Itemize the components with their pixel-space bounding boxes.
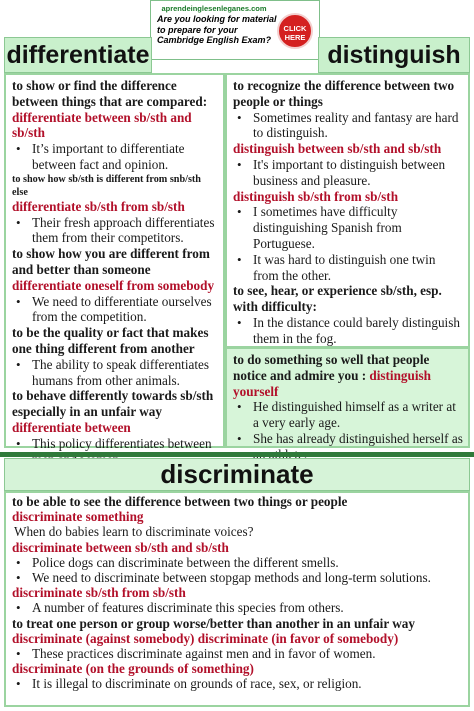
- definition: to show how you are different from and better than someone: [12, 246, 210, 277]
- pattern: differentiate between: [12, 419, 131, 435]
- promo-text: Are you looking for material to prepare for your Cambridge English Exam?: [157, 14, 277, 45]
- promo-banner[interactable]: [150, 0, 320, 60]
- pattern: discriminate something: [12, 509, 144, 525]
- distinguish-panel: [225, 73, 470, 348]
- definition: to show how sb/sth is different from snb/sth else: [12, 173, 201, 198]
- example: • We need to differentiate ourselves from the competition.: [12, 294, 218, 326]
- pattern: discriminate (on the grounds of something): [12, 661, 254, 677]
- pattern: discriminate between sb/sth and sb/sth: [12, 539, 229, 555]
- pattern: differentiate between sb/sth and sb/sth: [12, 109, 192, 141]
- example: • It is illegal to discriminate on grounds of race, sex, or religion.: [12, 676, 463, 691]
- example: • In the distance could barely distinguish them in the fog.: [233, 315, 463, 347]
- section-divider: [0, 452, 474, 457]
- definition: to be able to see the difference between two things or people: [12, 494, 348, 509]
- pattern: distinguish yourself: [233, 367, 431, 399]
- click-here-button[interactable]: CLICK HERE: [277, 13, 313, 49]
- pattern: differentiate sb/sth from sb/sth: [12, 198, 185, 214]
- header-differentiate: differentiate: [4, 37, 152, 73]
- example: • Police dogs can discriminate between the different smells.: [12, 555, 463, 570]
- definition: to be the quality or fact that makes one thing different from another: [12, 325, 209, 356]
- definition: to show or find the difference between things that are compared:: [12, 78, 208, 109]
- example: • These practices discriminate against men and in favor of women.: [12, 646, 463, 661]
- definition: to treat one person or group worse/better than another in an unfair way: [12, 615, 415, 631]
- example: • It was hard to distinguish one twin from the other.: [233, 252, 463, 284]
- example: • This policy differentiates between: [12, 436, 218, 468]
- definition: to behave differently towards sb/sth especially in an unfair way: [12, 388, 214, 420]
- site-url[interactable]: aprendeinglesenleganes.com: [161, 4, 267, 13]
- example: • It’s important to differentiate between fact and opinion.: [12, 141, 218, 173]
- example: When do babies learn to discriminate voices?: [14, 524, 254, 540]
- example: • We need to discriminate between stopgap methods and long-term solutions.: [12, 570, 463, 585]
- definition: to see, hear, or experience sb/sth, esp. with difficulty:: [233, 283, 442, 315]
- header-discriminate: discriminate: [4, 458, 470, 491]
- pattern: differentiate oneself from somebody: [12, 277, 215, 293]
- discriminate-panel: [4, 491, 470, 707]
- example: • The ability to speak differentiates humans from other animals.: [12, 357, 218, 389]
- distinguish-yourself-panel: [225, 347, 470, 448]
- pattern: discriminate (against somebody) discriminate (in favor of somebody): [12, 630, 399, 646]
- example: • A number of features discriminate this species from others.: [12, 600, 463, 615]
- pattern: discriminate sb/sth from sb/sth: [12, 585, 186, 601]
- example: • She has already distinguished herself as: [233, 431, 463, 463]
- example: • He distinguished himself as a writer at a very early age.: [233, 399, 463, 431]
- example: • It's important to distinguish between business and pleasure.: [233, 157, 463, 189]
- definition: to do something so well that people notice and admire you : distinguish yourself: [233, 352, 431, 399]
- example: • I sometimes have difficulty distinguishing Spanish from Portuguese.: [233, 204, 463, 251]
- pattern: distinguish between sb/sth and sb/sth: [233, 141, 442, 157]
- example: • Their fresh approach differentiates them from their competitors.: [12, 215, 218, 247]
- header-distinguish: distinguish: [318, 37, 470, 73]
- differentiate-panel: [4, 73, 225, 451]
- definition: to recognize the difference between two people or things: [233, 78, 455, 109]
- pattern: distinguish sb/sth from sb/sth: [233, 188, 399, 204]
- example: • Sometimes reality and fantasy are hard to distinguish.: [233, 110, 463, 142]
